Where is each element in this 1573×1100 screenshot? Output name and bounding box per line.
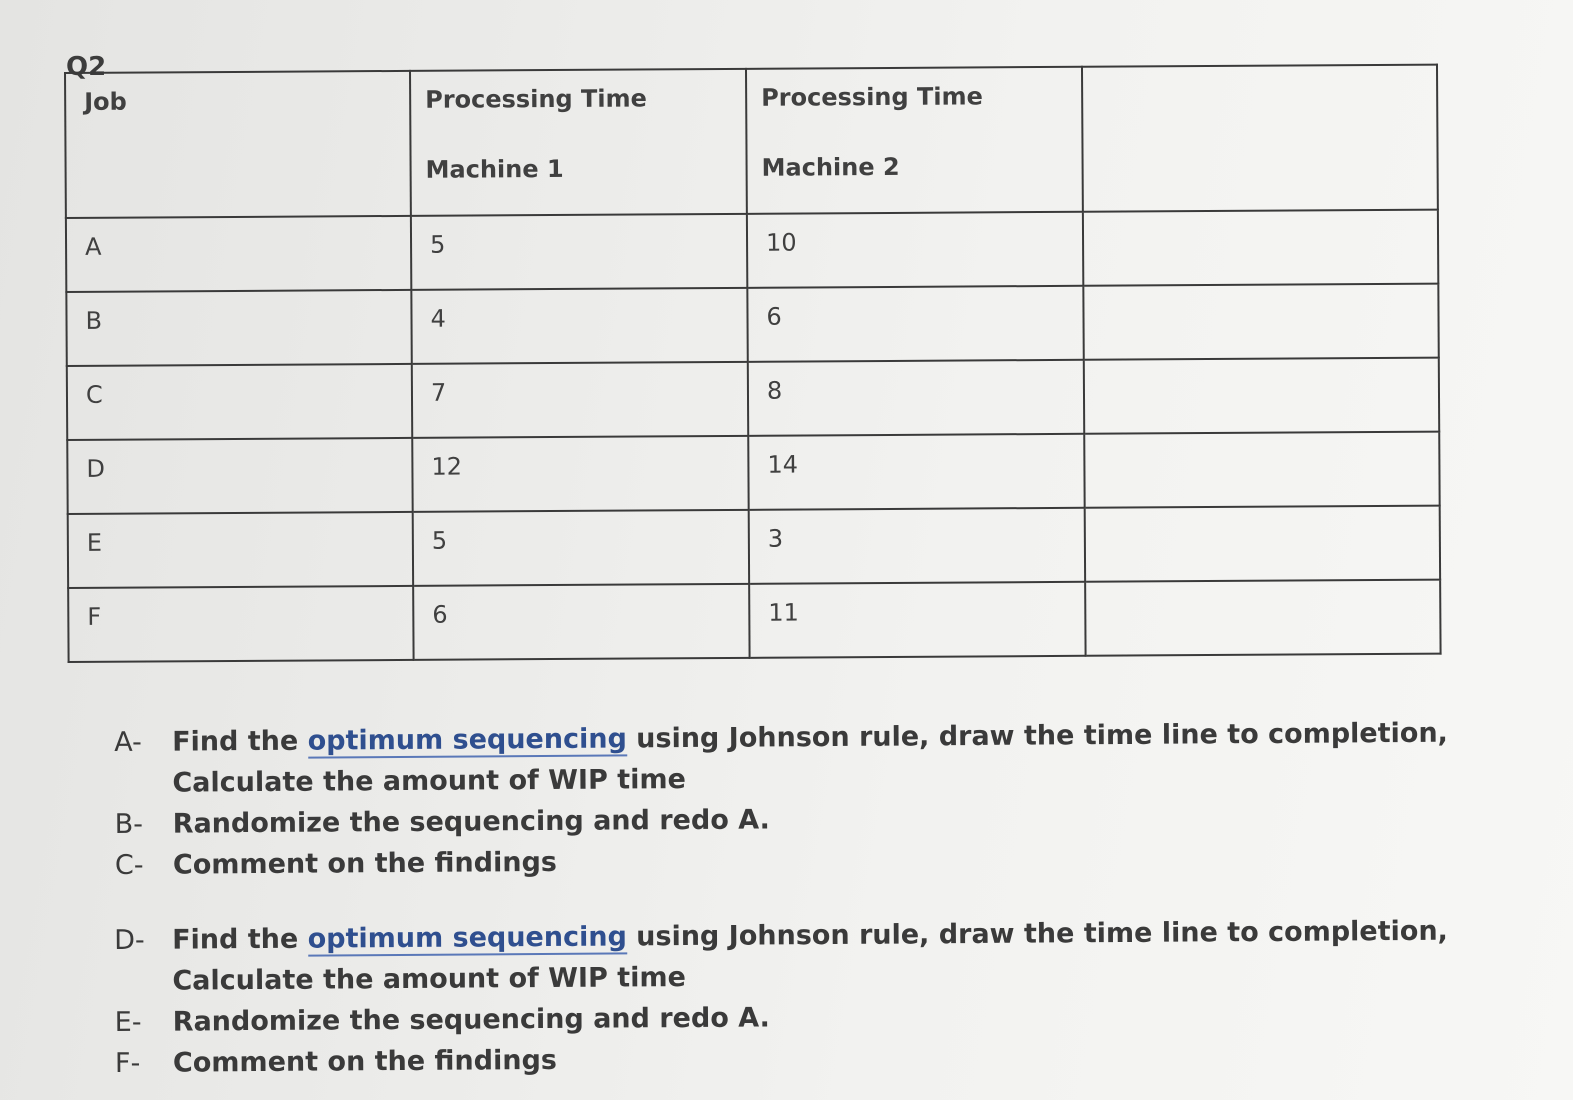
- table-row: [68, 580, 1440, 662]
- table-row: [66, 210, 1438, 292]
- machine-2-cell: [747, 212, 1083, 288]
- machine-2-time: 14: [767, 450, 799, 479]
- extra-value: [1086, 507, 1439, 523]
- empty-cell: [1085, 580, 1440, 656]
- task-marker: F-: [114, 1047, 141, 1079]
- task-list-second: [114, 911, 1465, 1084]
- extra-value: [1085, 433, 1438, 449]
- machine-2-time: 11: [768, 598, 799, 627]
- task-text: Comment on the findings: [172, 846, 558, 881]
- machine-1-time: 7: [430, 378, 447, 407]
- machine-1-time: 12: [431, 452, 463, 481]
- underlined-term: optimum sequencing: [307, 921, 627, 955]
- underlined-term: optimum sequencing: [307, 723, 627, 757]
- header-machine-1-title: Processing Time: [425, 84, 647, 114]
- empty-cell: [1084, 432, 1439, 508]
- header-empty-cell: [1082, 65, 1438, 212]
- machine-1-time: 5: [431, 526, 448, 555]
- table-row: [67, 432, 1439, 514]
- header-job-cell: [65, 71, 411, 218]
- task-text: [172, 911, 1465, 1002]
- job-cell: [68, 512, 413, 588]
- question-label: Q2: [66, 52, 107, 82]
- task-text-after: using Johnson rule, draw the time line to completion, Calculate the amount of WIP time: [172, 717, 1448, 799]
- header-machine-1-name: Machine 1: [425, 154, 564, 184]
- empty-cell: [1083, 284, 1438, 360]
- task-marker: A-: [114, 726, 142, 758]
- job-cell: [68, 586, 413, 662]
- header-extra: [1083, 66, 1436, 82]
- table-row: [68, 506, 1440, 588]
- empty-cell: [1084, 358, 1439, 434]
- task-marker: E-: [114, 1006, 142, 1038]
- machine-1-cell: [411, 214, 747, 290]
- machine-1-time: 5: [429, 230, 446, 259]
- extra-value: [1084, 285, 1437, 301]
- task-text-after: using Johnson rule, draw the time line to completion, Calculate the amount of WIP time: [172, 915, 1448, 997]
- empty-cell: [1083, 210, 1438, 286]
- task-marker: C-: [114, 849, 144, 881]
- job-label: C: [85, 380, 103, 409]
- machine-2-cell: [748, 434, 1084, 510]
- extra-value: [1084, 211, 1437, 227]
- processing-time-table-wrapper: [64, 64, 1440, 663]
- machine-1-cell: [413, 584, 749, 660]
- table-row: [66, 284, 1438, 366]
- task-text-before: Find the: [172, 725, 308, 758]
- table-header-row: [65, 65, 1438, 218]
- task-text: Randomize the sequencing and redo A.: [172, 1002, 770, 1038]
- machine-1-cell: [412, 436, 748, 512]
- machine-2-time: 10: [765, 228, 797, 257]
- job-label: B: [85, 306, 103, 335]
- job-label: D: [86, 454, 105, 483]
- task-item: [115, 836, 1465, 886]
- task-marker: D-: [114, 924, 145, 956]
- machine-2-cell: [749, 582, 1085, 658]
- machine-2-cell: [748, 360, 1084, 436]
- task-text-before: Find the: [172, 923, 308, 956]
- job-cell: [66, 290, 411, 366]
- machine-2-time: 3: [767, 524, 784, 553]
- header-job: Job: [84, 87, 127, 116]
- task-text: Comment on the findings: [172, 1044, 558, 1079]
- task-list-first: [114, 713, 1465, 886]
- header-machine-2-name: Machine 2: [761, 152, 900, 182]
- machine-1-cell: [412, 362, 748, 438]
- job-cell: [67, 364, 412, 440]
- job-label: A: [84, 232, 102, 261]
- machine-2-cell: [747, 286, 1083, 362]
- job-label: E: [86, 528, 103, 557]
- extra-value: [1085, 359, 1438, 375]
- job-cell: [67, 438, 412, 514]
- processing-time-table: [64, 64, 1442, 663]
- job-label: F: [87, 602, 102, 631]
- task-marker: B-: [114, 808, 144, 840]
- extra-value: [1086, 581, 1439, 597]
- machine-1-cell: [413, 510, 749, 586]
- task-item: [114, 713, 1465, 804]
- machine-2-cell: [749, 508, 1085, 584]
- machine-1-cell: [411, 288, 747, 364]
- task-text: Randomize the sequencing and redo A.: [172, 804, 770, 840]
- job-cell: [66, 216, 411, 292]
- task-item: [115, 1034, 1465, 1084]
- machine-1-time: 4: [430, 304, 446, 333]
- machine-2-time: 8: [766, 376, 783, 405]
- table-row: [67, 358, 1439, 440]
- empty-cell: [1085, 506, 1440, 582]
- header-machine-2-title: Processing Time: [761, 82, 983, 112]
- task-text: [172, 713, 1465, 804]
- task-item: [114, 911, 1465, 1002]
- header-machine-1-cell: [410, 69, 747, 216]
- machine-2-time: 6: [766, 302, 782, 331]
- header-machine-2-cell: [746, 67, 1083, 214]
- machine-1-time: 6: [432, 600, 448, 629]
